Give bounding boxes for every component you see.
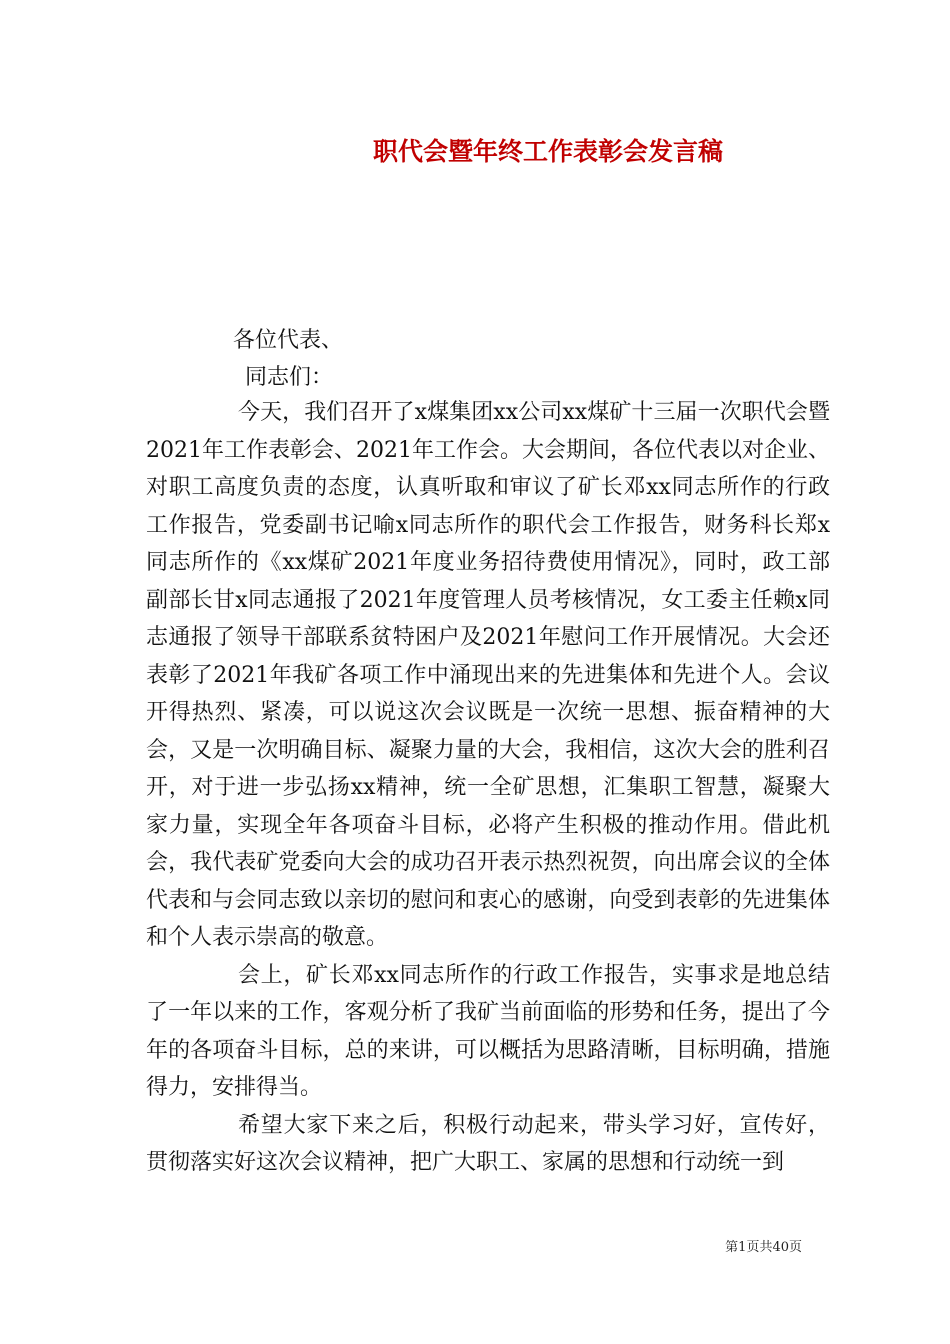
paragraph-3: 希望大家下来之后，积极行动起来，带头学习好，宣传好，贯彻落实好这次会议精神，把广大职工、家属的思想和行动统一到 — [146, 1112, 830, 1175]
body-text — [146, 394, 830, 1182]
paragraph-1: 今天，我们召开了x煤集团xx公司xx煤矿十三届一次职代会暨2021年工作表彰会、2021年工作会。大会期间，各位代表以对企业、对职工高度负责的态度，认真听取和审议了矿长邓xx同志所作的行政工作报告，党委副书记喻x同志所作的职代会工作报告，财务科长郑x同志所作的《xx煤矿2021年度业务招待费使用情况》，同时，政工部副部长甘x同志通报了2021年度管理人员考核情况，女工委主任赖x同志通报了领导干部联系贫特困户及2021年慰问工作开展情况。大会还表彰了2021年我矿各项工作中涌现出来的先进集体和先进个人。会议开得热烈、紧凑，可以说这次会议既是一次统一思想、振奋精神的大会，又是一次明确目标、凝聚力量的大会，我相信，这次大会的胜利召开，对于进一步弘扬xx精神，统一全矿思想，汇集职工智慧，凝聚大家力量，实现全年各项奋斗目标，必将产生积极的推动作用。借此机会，我代表矿党委向大会的成功召开表示热烈祝贺，向出席会议的全体代表和与会同志致以亲切的慰问和衷心的感谢，向受到表彰的先进集体和个人表示崇高的敬意。 — [146, 400, 830, 950]
salutation-line-1: 各位代表、 — [233, 328, 344, 353]
document-title: 职代会暨年终工作表彰会发言稿 — [373, 137, 724, 166]
salutation-line-2: 同志们： — [245, 365, 334, 390]
paragraph-2: 会上，矿长邓xx同志所作的行政工作报告，实事求是地总结了一年以来的工作，客观分析了我矿当前面临的形势和任务，提出了今年的各项奋斗目标，总的来讲，可以概括为思路清晰，目标明确，措施得力，安排得当。 — [146, 962, 830, 1100]
page-footer: 第1页共40页 — [725, 1240, 802, 1255]
